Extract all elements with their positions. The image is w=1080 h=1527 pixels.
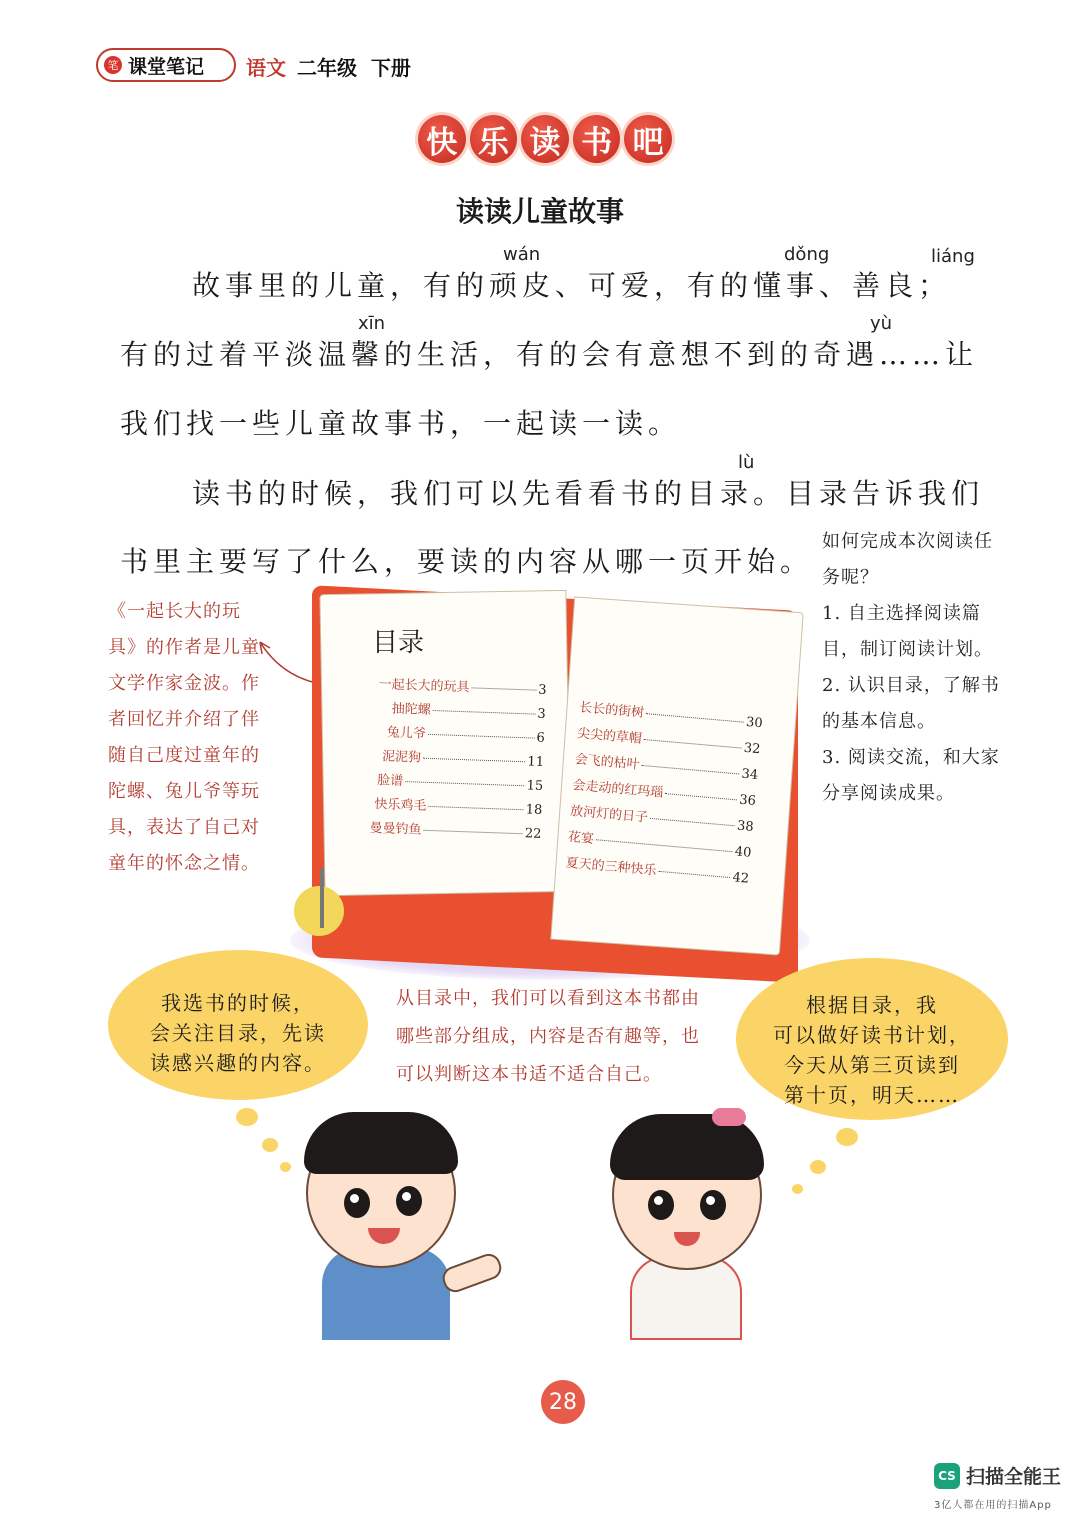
page-subtitle: 读读儿童故事 — [455, 195, 624, 228]
boy-hand — [439, 1251, 504, 1296]
toc-entry: 花宴 40 — [567, 829, 752, 861]
task-question: 如何完成本次阅读任务呢？ — [822, 531, 993, 588]
pencil-icon — [320, 868, 324, 928]
task-note — [822, 524, 1004, 812]
bubble-dot — [236, 1108, 258, 1126]
girl-illustration — [608, 1106, 758, 1342]
scanner-watermark — [934, 1462, 1061, 1489]
header-subject: 语文 — [246, 56, 286, 80]
body-line: 故事里的儿童，有的顽皮、可爱，有的懂事、善良； — [192, 269, 952, 302]
toc-entry: 曼曼钓鱼 22 — [369, 820, 542, 842]
title-char: 书 — [573, 115, 621, 163]
pinyin-annotation: xīn — [358, 313, 386, 334]
bubble-text: 第十页，明天…… — [784, 1083, 960, 1107]
pinyin-annotation: lù — [738, 452, 755, 473]
task-item: 3. 阅读交流，和大家分享阅读成果。 — [822, 747, 1000, 804]
thought-bubble-right — [736, 958, 1008, 1120]
thought-bubble-left — [108, 950, 368, 1100]
toc-entry: 泥泥狗 11 — [381, 749, 545, 770]
bubble-text: 我选书的时候， — [161, 991, 315, 1015]
toc-entry: 长长的街树 30 — [578, 700, 764, 732]
title-char: 读 — [521, 115, 569, 163]
boy-eye — [396, 1186, 422, 1216]
bubble-text: 根据目录，我 — [806, 993, 938, 1017]
pinyin-annotation: dǒng — [784, 244, 830, 265]
pinyin-annotation: liáng — [931, 246, 975, 267]
body-line: 我们找一些儿童故事书，一起读一读。 — [120, 407, 682, 440]
bubble-text: 读感兴趣的内容。 — [150, 1051, 326, 1075]
page-number: 28 — [541, 1380, 585, 1424]
hair-bow-icon — [712, 1108, 746, 1126]
header-badge — [96, 48, 236, 82]
toc-entry: 快乐鸡毛 18 — [374, 797, 543, 818]
toc-title: 目录 — [372, 628, 425, 658]
toc-entry: 会走动的红玛瑙 36 — [571, 778, 757, 809]
girl-eye — [700, 1190, 726, 1220]
bubble-dot — [262, 1138, 278, 1152]
toc-entry: 兔儿爷 6 — [386, 725, 546, 746]
pinyin-annotation: wán — [503, 244, 541, 265]
badge-label: 课堂笔记 — [128, 55, 205, 78]
toc-entry: 抽陀螺 3 — [391, 701, 546, 722]
author-note: 《一起长大的玩具》的作者是儿童文学作家金波。作者回忆并介绍了伴随自己度过童年的陀螺、兔儿爷等玩具，表达了自己对童年的怀念之情。 — [108, 601, 260, 874]
pinyin-annotation: yù — [870, 313, 893, 334]
bubble-text: 可以做好读书计划， — [773, 1023, 971, 1047]
bubble-text: 今天从第三页读到 — [784, 1053, 960, 1077]
toc-left-column — [369, 673, 547, 847]
header-grade: 二年级 下册 — [297, 56, 411, 80]
boy-eye — [344, 1188, 370, 1218]
toc-entry: 夏天的三种快乐 42 — [565, 855, 750, 887]
boy-illustration — [300, 1110, 500, 1340]
watermark-tagline: 3亿人都在用的扫描App — [934, 1500, 1052, 1511]
pencil-cup-icon — [294, 886, 344, 936]
toc-entry: 放河灯的日子 38 — [569, 803, 755, 835]
title-char: 快 — [418, 115, 466, 163]
body-line: 书里主要写了什么，要读的内容从哪一页开始。 — [120, 545, 814, 578]
bubble-dot — [792, 1184, 803, 1194]
toc-right-column — [564, 696, 763, 893]
task-item: 2. 认识目录，了解书的基本信息。 — [822, 675, 1000, 732]
girl-eye — [648, 1190, 674, 1220]
toc-usage-note: 从目录中，我们可以看到这本书都由哪些部分组成，内容是否有趣等，也可以判断这本书适不适合自己。 — [396, 988, 700, 1085]
cs-logo-icon: CS — [934, 1463, 960, 1489]
bubble-text: 会关注目录，先读 — [150, 1021, 326, 1045]
body-line: 有的过着平淡温馨的生活，有的会有意想不到的奇遇……让 — [120, 338, 979, 371]
boy-hair — [304, 1112, 458, 1174]
task-item: 1. 自主选择阅读篇目，制订阅读计划。 — [822, 603, 993, 660]
title-char: 吧 — [624, 115, 672, 163]
toc-entry: 会飞的枯叶 34 — [574, 752, 759, 784]
toc-entry: 一起长大的玩具 3 — [378, 677, 547, 698]
bubble-dot — [280, 1162, 291, 1172]
toc-entry: 脸谱 15 — [376, 773, 544, 794]
section-title — [418, 108, 672, 170]
bubble-dot — [836, 1128, 858, 1146]
pen-icon: 笔 — [104, 56, 122, 74]
title-char: 乐 — [470, 115, 518, 163]
toc-entry: 尖尖的草帽 32 — [576, 726, 761, 758]
bubble-dot — [810, 1160, 826, 1174]
watermark-name: 扫描全能王 — [966, 1466, 1062, 1488]
body-line: 读书的时候，我们可以先看看书的目录。目录告诉我们 — [192, 477, 985, 510]
